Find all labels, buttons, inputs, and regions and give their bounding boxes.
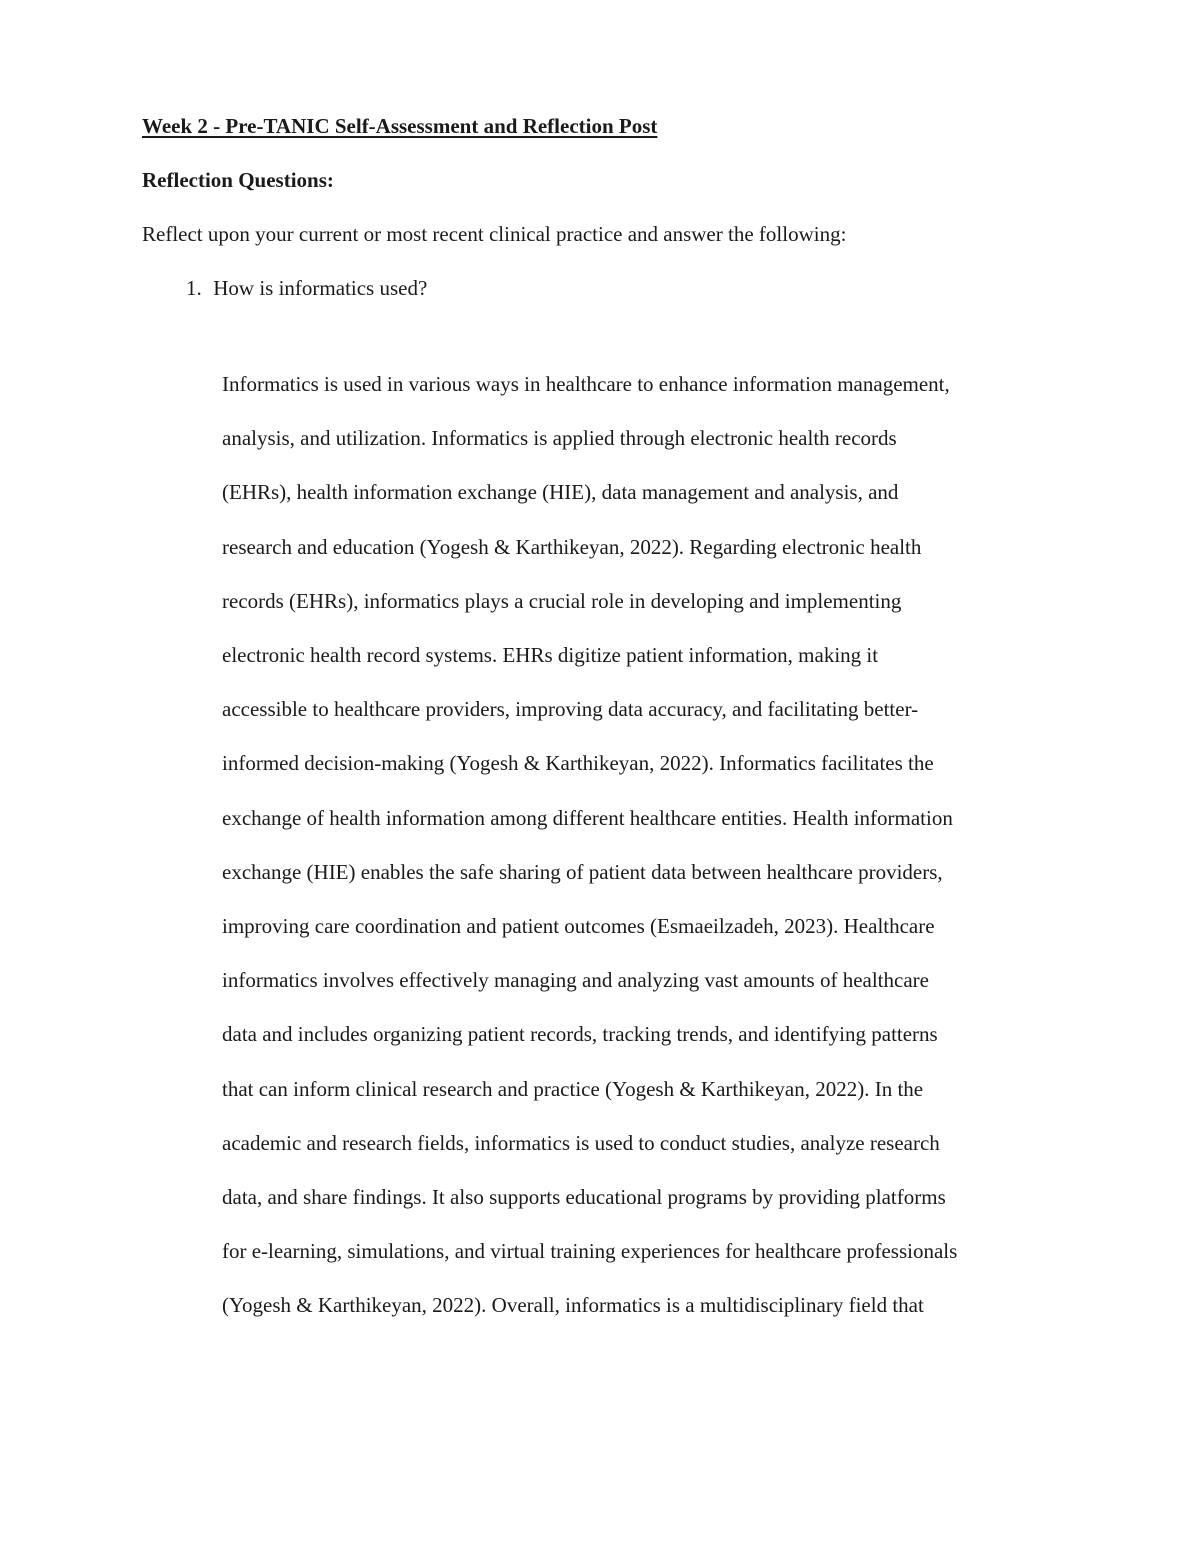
answer-1-paragraph [222, 357, 1122, 1333]
answer-line: data, and share findings. It also supports educational programs by providing platforms [222, 1185, 946, 1210]
answer-line: academic and research fields, informatics is used to conduct studies, analyze research [222, 1130, 940, 1155]
answer-line: exchange (HIE) enables the safe sharing of patient data between healthcare providers, [222, 859, 943, 884]
answer-line: records (EHRs), informatics plays a crucial role in developing and implementing [222, 588, 902, 613]
document-title: Week 2 - Pre-TANIC Self-Assessment and Reflection Post [142, 114, 658, 138]
answer-line: for e-learning, simulations, and virtual training experiences for healthcare professionals [222, 1239, 958, 1264]
answer-line: exchange of health information among different healthcare entities. Health information [222, 805, 953, 830]
answer-line: analysis, and utilization. Informatics is applied through electronic health records [222, 426, 897, 451]
answer-line: data and includes organizing patient records, tracking trends, and identifying patterns [222, 1022, 938, 1047]
answer-line: electronic health record systems. EHRs digitize patient information, making it [222, 643, 879, 668]
answer-line: (EHRs), health information exchange (HIE), data management and analysis, and [222, 480, 899, 505]
answer-line: informatics involves effectively managing and analyzing vast amounts of healthcare [222, 968, 929, 993]
question-text: How is informatics used? [213, 276, 428, 300]
question-1 [186, 276, 427, 301]
answer-line: accessible to healthcare providers, improving data accuracy, and facilitating better- [222, 697, 919, 722]
answer-line: (Yogesh & Karthikeyan, 2022). Overall, informatics is a multidisciplinary field that [222, 1293, 924, 1318]
section-heading: Reflection Questions: [142, 168, 334, 192]
answer-line: improving care coordination and patient outcomes (Esmaeilzadeh, 2023). Healthcare [222, 914, 935, 939]
answer-line: that can inform clinical research and practice (Yogesh & Karthikeyan, 2022). In the [222, 1076, 924, 1101]
answer-line: informed decision-making (Yogesh & Karthikeyan, 2022). Informatics facilitates the [222, 751, 934, 776]
question-number: 1. [186, 276, 202, 300]
answer-line: research and education (Yogesh & Karthikeyan, 2022). Regarding electronic health [222, 534, 922, 559]
instruction-text: Reflect upon your current or most recent clinical practice and answer the following: [142, 222, 847, 246]
answer-line: Informatics is used in various ways in healthcare to enhance information management, [222, 372, 950, 396]
